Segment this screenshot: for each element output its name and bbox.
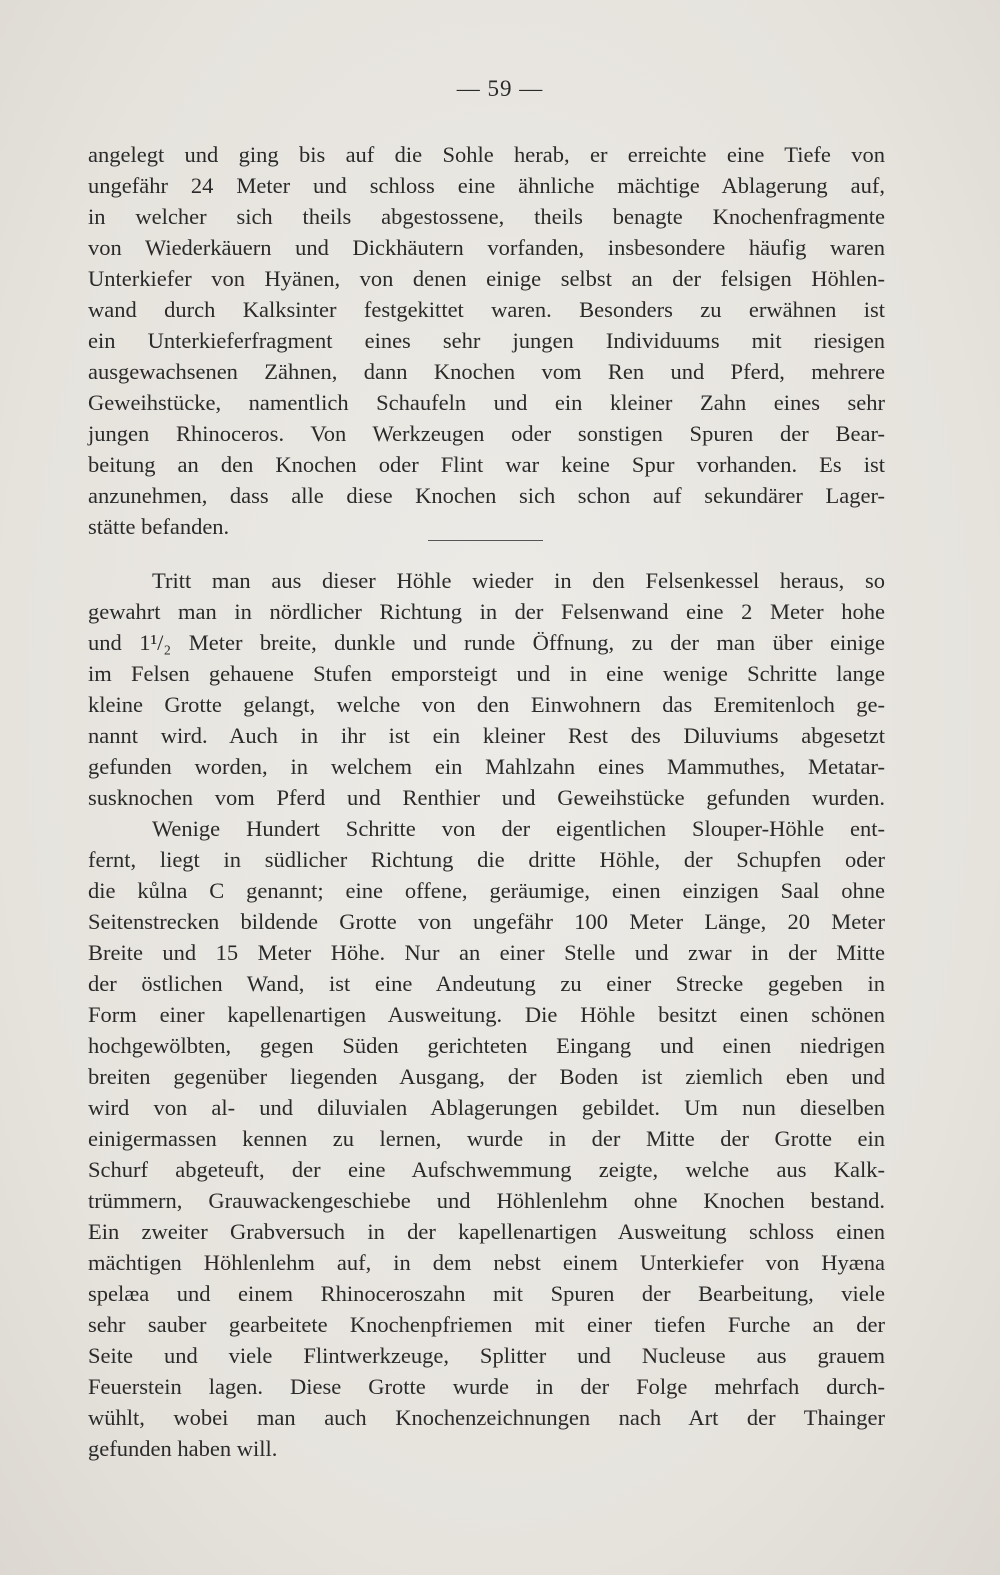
text-line: spelæa und einem Rhinoceroszahn mit Spuren der Bearbeitung, viele [88, 1281, 885, 1306]
text-line: in welcher sich theils abgestossene, theils benagte Knochenfragmente [88, 204, 885, 229]
text-line: Schurf abgeteuft, der eine Aufschwemmung zeigte, welche aus Kalk- [88, 1157, 885, 1182]
text-line: Feuerstein lagen. Diese Grotte wurde in der Folge mehrfach durch- [88, 1374, 885, 1399]
text-line: ausgewachsenen Zähnen, dann Knochen vom Ren und Pferd, mehrere [88, 359, 885, 384]
page-number: — 59 — [456, 76, 544, 101]
text-line: angelegt und ging bis auf die Sohle herab, er erreichte eine Tiefe von [88, 142, 885, 167]
text-line: und 1¹/₂ Meter breite, dunkle und runde Öffnung, zu der man über einige [88, 630, 885, 655]
text-line: wühlt, wobei man auch Knochenzeichnungen nach Art der Thainger [88, 1405, 885, 1430]
text-line: Geweihstücke, namentlich Schaufeln und ein kleiner Zahn eines sehr [88, 390, 885, 415]
text-line: susknochen vom Pferd und Renthier und Geweihstücke gefunden wurden. [88, 785, 885, 810]
text-line: jungen Rhinoceros. Von Werkzeugen oder sonstigen Spuren der Bear- [88, 421, 885, 446]
text-line: nannt wird. Auch in ihr ist ein kleiner Rest des Diluviums abgesetzt [88, 723, 885, 748]
text-line: Seite und viele Flintwerkzeuge, Splitter und Nucleuse aus grauem [88, 1343, 885, 1368]
text-line: trümmern, Grauwackengeschiebe und Höhlenlehm ohne Knochen bestand. [88, 1188, 885, 1213]
text-line: stätte befanden. [88, 514, 230, 539]
text-line: Unterkiefer von Hyänen, von denen einige selbst an der felsigen Höhlen- [88, 266, 885, 291]
text-line: die kůlna C genannt; eine offene, geräumige, einen einzigen Saal ohne [88, 878, 885, 903]
section-divider [428, 540, 543, 541]
text-line: Seitenstrecken bildende Grotte von ungefähr 100 Meter Länge, 20 Meter [88, 909, 885, 934]
text-line: von Wiederkäuern und Dickhäutern vorfanden, insbesondere häufig waren [88, 235, 885, 260]
text-line: gewahrt man in nördlicher Richtung in der Felsenwand eine 2 Meter hohe [88, 599, 885, 624]
text-line: der östlichen Wand, ist eine Andeutung zu einer Strecke gegeben in [88, 971, 885, 996]
text-line: beitung an den Knochen oder Flint war keine Spur vorhanden. Es ist [88, 452, 885, 477]
text-line: gefunden haben will. [88, 1436, 278, 1461]
text-line: kleine Grotte gelangt, welche von den Einwohnern das Eremitenloch ge- [88, 692, 885, 717]
text-line: Wenige Hundert Schritte von der eigentlichen Slouper-Höhle ent- [152, 816, 885, 841]
text-line: im Felsen gehauene Stufen emporsteigt und in eine wenige Schritte lange [88, 661, 885, 686]
text-line: fernt, liegt in südlicher Richtung die dritte Höhle, der Schupfen oder [88, 847, 885, 872]
text-line: Breite und 15 Meter Höhe. Nur an einer Stelle und zwar in der Mitte [88, 940, 885, 965]
text-line: anzunehmen, dass alle diese Knochen sich schon auf sekundärer Lager- [88, 483, 885, 508]
text-line: gefunden worden, in welchem ein Mahlzahn eines Mammuthes, Metatar- [88, 754, 885, 779]
text-line: Ein zweiter Grabversuch in der kapellenartigen Ausweitung schloss einen [88, 1219, 885, 1244]
text-line: mächtigen Höhlenlehm auf, in dem nebst einem Unterkiefer von Hyæna [88, 1250, 885, 1275]
text-line: ungefähr 24 Meter und schloss eine ähnliche mächtige Ablagerung auf, [88, 173, 885, 198]
text-line: hochgewölbten, gegen Süden gerichteten Eingang und einen niedrigen [88, 1033, 885, 1058]
text-line: Tritt man aus dieser Höhle wieder in den Felsenkessel heraus, so [152, 568, 885, 593]
text-line: breiten gegenüber liegenden Ausgang, der Boden ist ziemlich eben und [88, 1064, 885, 1089]
text-line: einigermassen kennen zu lernen, wurde in der Mitte der Grotte ein [88, 1126, 885, 1151]
text-line: sehr sauber gearbeitete Knochenpfriemen mit einer tiefen Furche an der [88, 1312, 885, 1337]
text-line: Form einer kapellenartigen Ausweitung. Die Höhle besitzt einen schönen [88, 1002, 885, 1027]
text-line: wird von al- und diluvialen Ablagerungen gebildet. Um nun dieselben [88, 1095, 885, 1120]
text-line: wand durch Kalksinter festgekittet waren. Besonders zu erwähnen ist [88, 297, 885, 322]
text-line: ein Unterkieferfragment eines sehr jungen Individuums mit riesigen [88, 328, 885, 353]
